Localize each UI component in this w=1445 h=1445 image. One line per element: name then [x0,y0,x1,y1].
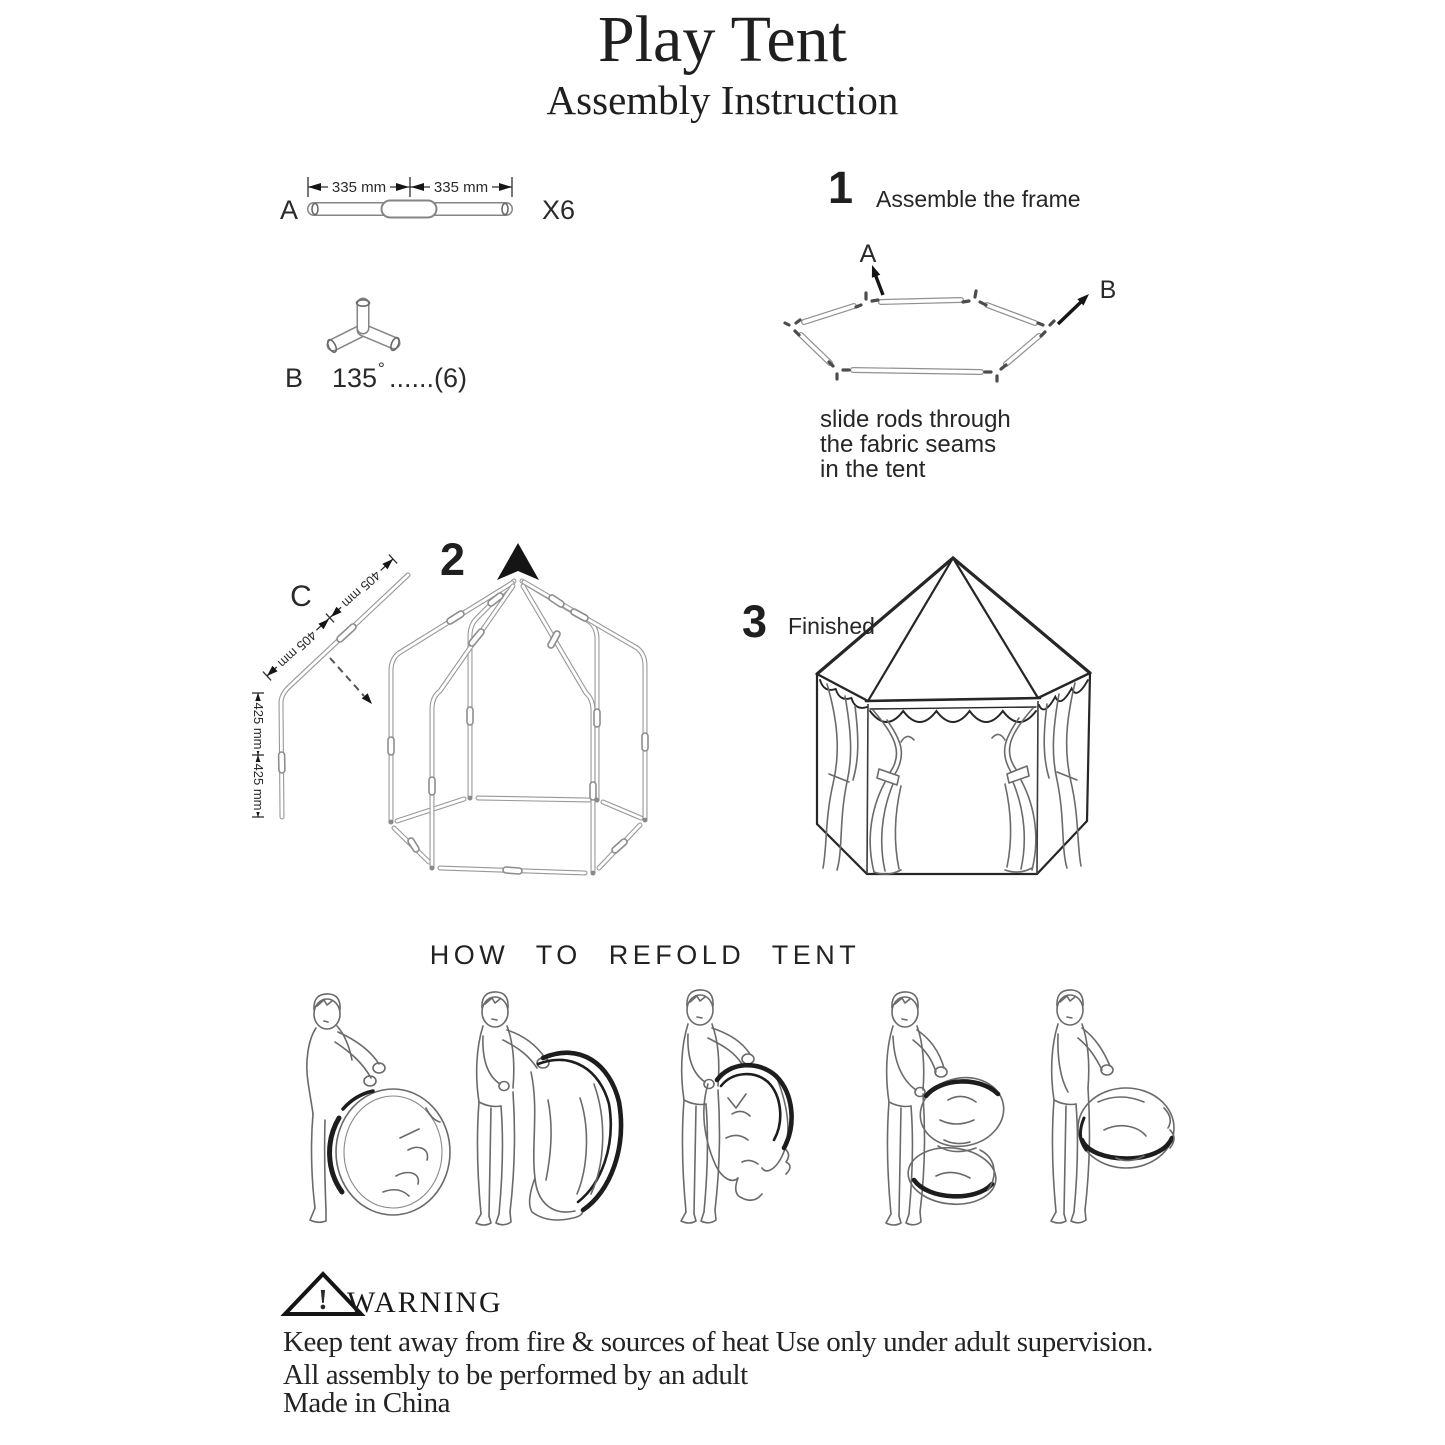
step-1-title: Assemble the frame [876,186,1081,212]
curtain-left [870,710,914,874]
hexagon-frame-diagram [768,238,1140,410]
side-drape-left [823,684,858,870]
warning-line: All assembly to be performed by an adult [283,1359,748,1391]
warning-line: Keep tent away from fire & sources of heat Use only under adult supervision. [283,1326,1153,1358]
side-drape-right [1044,683,1081,868]
rod-c-vertical-dimension [250,693,266,817]
exclamation-mark: ! [318,1284,328,1316]
dim-label-c-upper-1: 405 mm [275,627,320,671]
callout-arrow-a [860,240,883,295]
refold-step-4 [886,992,1010,1225]
hexagon-rods [801,300,1039,372]
step-3-number: 3 [742,596,768,647]
dim-label-c-side-1: 425 mm [251,702,266,750]
refold-heading: HOW TO REFOLD TENT [429,940,861,970]
finished-tent-drawing [775,538,1125,923]
part-b-label: B [285,363,304,393]
hexagon-connectors [785,291,1054,381]
part-a-diagram [268,158,608,243]
step-1-note [820,407,1011,482]
callout-a-label: A [859,240,877,268]
part-b-count: ......(6) [389,363,468,393]
step-2-number: 2 [440,534,466,585]
note-line: slide rods through [820,406,1011,433]
part-a-label: A [280,195,299,225]
tent-valance-scallops [820,680,1088,722]
dim-label-a-right: 335 mm [433,179,489,196]
insert-arrow-dashed [330,658,372,704]
curtain-right [992,708,1036,872]
apex-arrow [497,543,539,580]
tent-walls [817,673,1090,874]
dim-label-a-left: 335 mm [331,179,387,196]
page-subtitle: Assembly Instruction [546,77,899,123]
callout-b-label: B [1099,276,1117,304]
warning-line: Made in China [283,1387,451,1419]
part-a-quantity: X6 [542,195,576,225]
note-line: the fabric seams [820,431,997,458]
refold-step-2 [476,992,621,1225]
warning-title: WARNING [347,1286,503,1319]
dim-label-c-side-2: 425 mm [251,763,266,811]
connector-b-drawing [326,300,401,354]
callout-arrow-b [1058,276,1116,324]
part-a-dimension [308,176,512,197]
step-1-number: 1 [828,162,854,213]
part-b-diagram [268,288,548,398]
page-title: Play Tent [598,3,847,76]
dim-label-c-upper-2: 405 mm [339,567,384,611]
note-line: in the tent [820,456,926,483]
step-3-title: Finished [788,613,875,639]
refold-steps-illustration [280,980,1170,1250]
tent-roof [817,558,1090,709]
part-c-label: C [290,580,312,613]
frame-skeleton [389,543,648,875]
frame-assembly-diagram [230,530,700,930]
refold-step-5 [1051,990,1174,1223]
refold-step-3 [681,990,792,1223]
rod-c-diagonal-dimension [263,555,397,681]
refold-step-1 [307,994,450,1222]
part-b-angle: 135 [332,363,378,393]
rod-a-drawing [312,204,508,215]
part-b-degree-symbol: ° [378,359,385,378]
